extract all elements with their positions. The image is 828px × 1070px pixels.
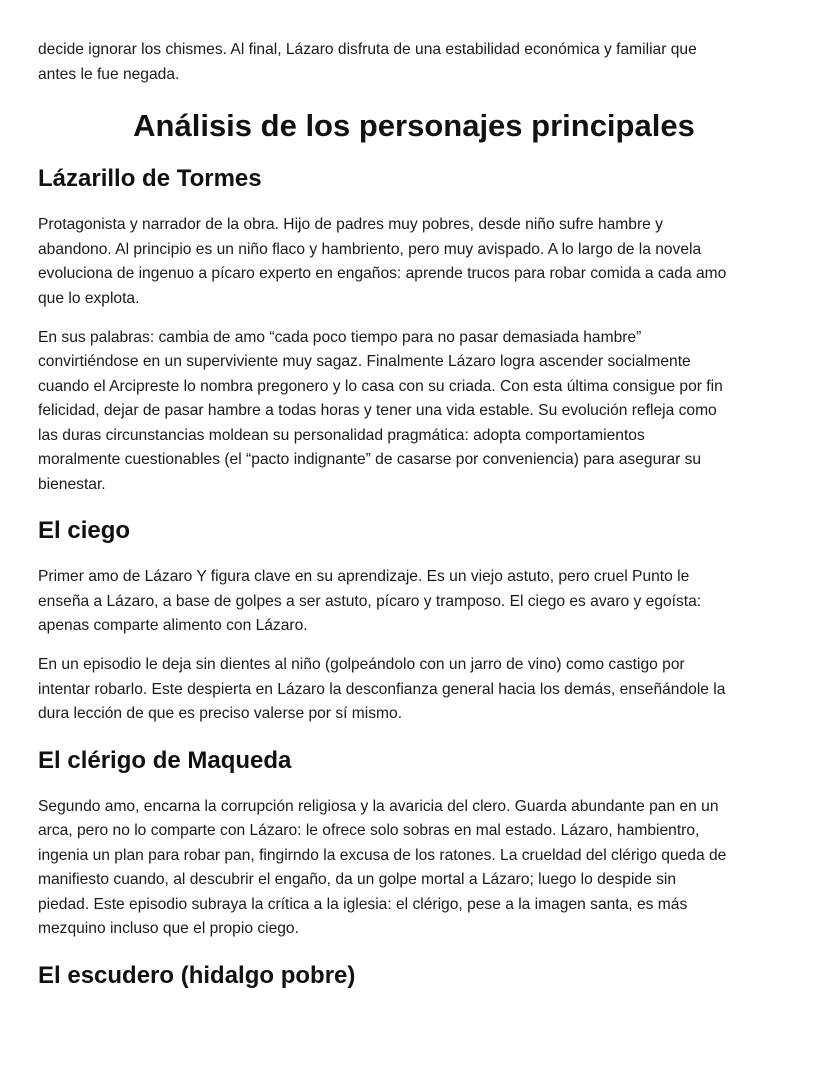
text-line: Protagonista y narrador de la obra. Hijo de padres muy pobres, desde niño sufre hambre y [38, 216, 663, 233]
paragraph [38, 213, 790, 311]
text-line: antes le fue negada. [38, 65, 180, 83]
text-line: En un episodio le deja sin dientes al niño (golpeándolo con un jarro de vino) como castigo por [38, 656, 685, 673]
text-line: manifiesto cuando, al descubrir el engaño, da un golpe mortal a Lázaro; luego lo despide sin [38, 871, 677, 888]
text-line: decide ignorar los chismes. Al final, Lázaro disfruta de una estabilidad económica y familiar que [38, 41, 697, 58]
text-line: dura lección de que es preciso valerse por sí mismo. [38, 705, 403, 722]
section-heading: Lázarillo de Tormes [38, 165, 262, 192]
text-line: En sus palabras: cambia de amo “cada poco tiempo para no pasar demasiada hambre” [38, 328, 642, 346]
paragraph [38, 38, 790, 87]
page-title: Análisis de los personajes principales [133, 108, 695, 143]
text-line: abandono. Al principio es un niño flaco y hambriento, pero muy avispado. A lo largo de la novela [38, 240, 702, 258]
paragraph [38, 326, 790, 498]
text-line: que lo explota. [38, 289, 140, 307]
text-line: mezquino incluso que el propio ciego. [38, 920, 299, 937]
text-line: evoluciona de ingenuo a pícaro experto en engaños: aprende trucos para robar comida a cada amo [38, 265, 727, 282]
paragraph [38, 565, 790, 639]
text-line: bienestar. [38, 475, 106, 493]
text-line: Segundo amo, encarna la corrupción religiosa y la avaricia del clero. Guarda abundante pan en un [38, 797, 719, 815]
text-line: las duras circunstancias moldean su personalidad pragmática: adopta comportamientos [38, 426, 645, 444]
text-line: cuando el Arcipreste lo nombra pregonero y lo casa con su criada. Con esta última consigue por fin [38, 377, 723, 395]
text-line: felicidad, dejar de pasar hambre a todas horas y tener una vida estable. Su evolución refleja como [38, 402, 717, 419]
paragraph [38, 653, 790, 727]
text-line: ingenia un plan para robar pan, fingirndo la excusa de los ratones. La crueldad del clérigo queda de [38, 846, 727, 864]
section-heading: El ciego [38, 517, 131, 544]
section-heading: El clérigo de Maqueda [38, 746, 292, 774]
text-line: piedad. Este episodio subraya la crítica a la iglesia: el clérigo, pese a la imagen santa, es más [38, 895, 688, 913]
paragraph [38, 795, 790, 942]
text-line: arca, pero no lo comparte con Lázaro: le ofrece solo sobras en mal estado. Lázaro, hambientro, [38, 822, 700, 839]
text-line: enseña a Lázaro, a base de golpes a ser astuto, pícaro y tramposo. El ciego es avaro y egoísta: [38, 592, 702, 610]
text-line: intentar robarlo. Este despierta en Lázaro la desconfianza general hacia los demás, enseñándole la [38, 680, 726, 698]
section-heading: El escudero (hidalgo pobre) [38, 961, 356, 989]
text-line: moralmente cuestionables (el “pacto indignante” de casarse por conveniencia) para asegurar su [38, 451, 702, 468]
text-line: Primer amo de Lázaro Y figura clave en su aprendizaje. Es un viejo astuto, pero cruel Punto le [38, 568, 690, 585]
text-line: convirtiéndose en un superviviente muy sagaz. Finalmente Lázaro logra ascender socialmente [38, 353, 691, 370]
text-line: apenas comparte alimento con Lázaro. [38, 617, 308, 634]
